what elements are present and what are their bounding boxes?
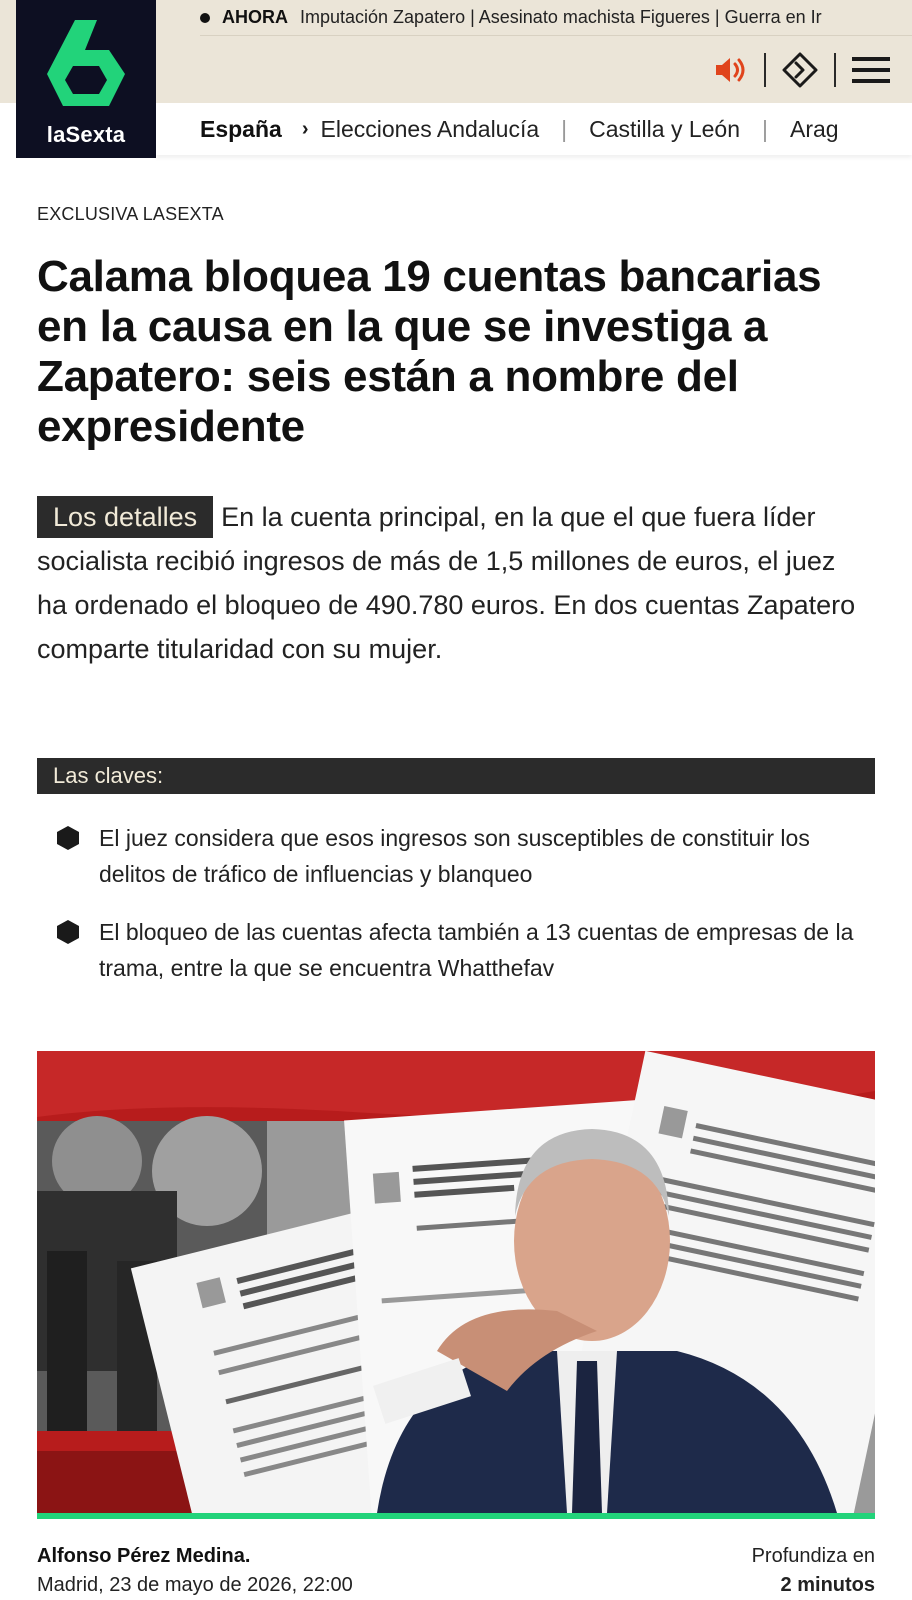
lead-text: En la cuenta principal, en la que el que fuera líder socialista recibió ingresos de más de 1,5 millones de euros, el juez ha ordenado el bloqueo de 490.780 euros. En dos cuentas Zapatero comparte titularidad con su mujer. — [37, 502, 856, 664]
nav-item-castilla-y-leon[interactable]: Castilla y León — [589, 115, 740, 142]
live-dot-icon — [200, 13, 210, 23]
nav-section-espana[interactable]: España — [200, 115, 282, 142]
menu-button[interactable] — [852, 48, 890, 92]
hexagon-bullet-icon — [57, 826, 79, 850]
six-logo-icon — [45, 16, 127, 112]
lasexta-logo[interactable] — [16, 0, 156, 158]
hexagon-bullet-icon — [57, 920, 79, 944]
article-lead — [37, 495, 857, 671]
keys-title: Las claves: — [53, 763, 164, 788]
toolbar-divider — [834, 53, 836, 87]
live-icon — [782, 52, 818, 88]
breaking-ticker[interactable] — [200, 0, 912, 36]
nav-item-elecciones-andalucia[interactable]: Elecciones Andalucía — [320, 115, 540, 142]
keys-title-bar — [37, 758, 875, 794]
author-name[interactable]: Alfonso Pérez Medina. — [37, 1545, 251, 1567]
key-item — [37, 914, 875, 986]
key-item — [37, 820, 875, 892]
nav-item-aragon[interactable]: Arag — [789, 115, 839, 142]
ticker-label: AHORA — [222, 7, 288, 27]
toolbar-divider — [764, 53, 766, 87]
nav-divider: | — [762, 115, 768, 142]
publish-date: Madrid, 23 de mayo de 2026, 22:00 — [37, 1574, 353, 1596]
hero-image[interactable] — [37, 1051, 875, 1513]
site-header — [0, 0, 912, 158]
header-toolbar — [714, 48, 890, 92]
read-time-label: Profundiza en — [751, 1545, 875, 1567]
section-nav — [156, 103, 912, 155]
speaker-button[interactable] — [714, 48, 748, 92]
ticker-items[interactable]: Imputación Zapatero | Asesinato machista Figueres | Guerra en Ir — [300, 7, 822, 27]
key-text: El juez considera que esos ingresos son susceptibles de constituir los delitos de tráfico de influencias y blanqueo — [99, 825, 810, 887]
article-headline: Calama bloquea 19 cuentas bancarias en la causa en la que se investiga a Zapatero: seis están a nombre del expresidente — [37, 252, 822, 451]
byline — [37, 1545, 353, 1597]
live-button[interactable] — [782, 48, 818, 92]
key-text: El bloqueo de las cuentas afecta también a 13 cuentas de empresas de la trama, entre la que se encuentra Whatthefav — [99, 919, 854, 981]
nav-divider: | — [561, 115, 568, 142]
logo-text: laSexta — [46, 122, 126, 147]
menu-icon — [852, 56, 890, 84]
chevron-right-icon: › — [301, 117, 309, 140]
article-kicker: EXCLUSIVA LASEXTA — [37, 204, 224, 224]
speaker-icon — [714, 54, 748, 86]
read-time-value: 2 minutos — [780, 1574, 875, 1596]
read-time — [752, 1545, 875, 1597]
lead-tag: Los detalles — [37, 496, 213, 538]
hero-collage-illustration — [37, 1051, 875, 1513]
hero-accent-bar — [37, 1513, 875, 1519]
keys-list — [37, 820, 875, 1008]
